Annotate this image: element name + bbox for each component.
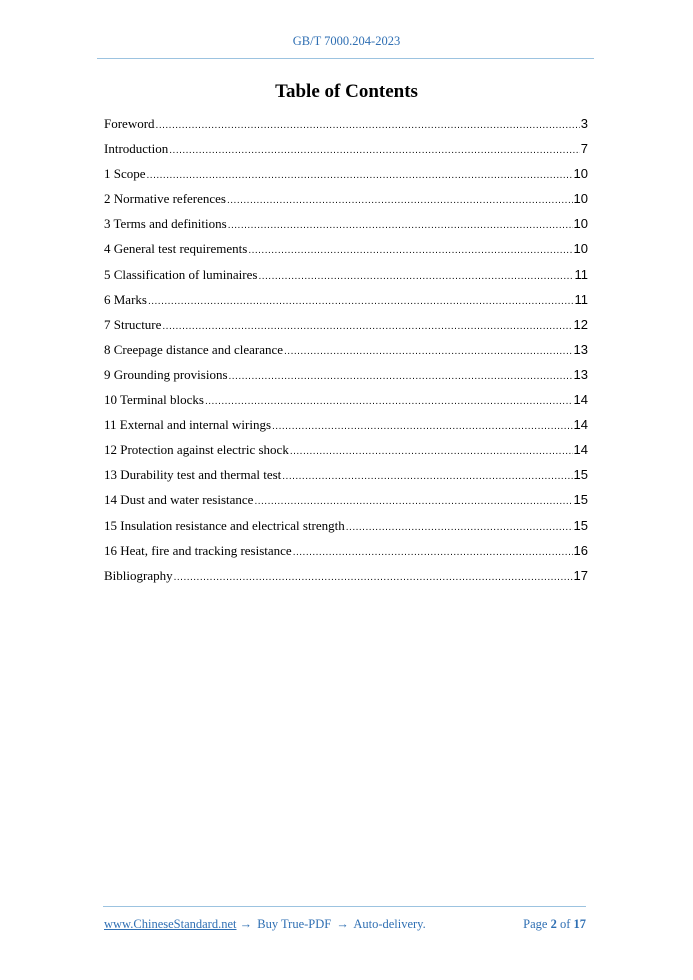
toc-dot-leader [169,145,580,156]
toc-dot-leader [272,421,573,432]
toc-entry[interactable] [104,392,588,417]
page-footer [104,917,586,932]
header-divider [97,58,594,59]
toc-entry[interactable] [104,241,588,266]
toc-entry-title: 8 Creepage distance and clearance [104,341,284,357]
toc-entry-page: 15 [573,492,588,508]
toc-entry-title: Introduction [104,141,169,157]
page-current: 2 [550,917,557,931]
toc-dot-leader [346,522,573,533]
toc-entry-page: 7 [580,141,588,157]
toc-entry-title: 9 Grounding provisions [104,366,228,382]
toc-entry-page: 15 [573,517,588,533]
toc-entry-page: 10 [573,166,588,182]
website-link[interactable]: www.ChineseStandard.net [104,917,237,931]
arrow-icon: → [239,917,253,931]
buy-true-pdf-link[interactable]: Buy True-PDF [257,917,332,931]
toc-entry-page: 13 [573,366,588,382]
toc-dot-leader [258,271,573,282]
toc-entry-page: 10 [573,241,588,257]
toc-entry[interactable] [104,191,588,216]
toc-entry-page: 17 [573,567,588,583]
toc-entry-page: 14 [573,392,588,408]
toc-dot-leader [290,446,573,457]
toc-entry-title: 11 External and internal wirings [104,417,272,433]
toc-entry-title: 16 Heat, fire and tracking resistance [104,542,292,558]
toc-dot-leader [147,170,573,181]
toc-entry-page: 16 [573,542,588,558]
toc-entry[interactable] [104,367,588,392]
footer-divider [103,906,586,907]
toc-dot-leader [248,245,572,256]
page-label: Page [523,917,548,931]
toc-entry-page: 14 [573,417,588,433]
toc-entry-title: Foreword [104,116,155,131]
toc-dot-leader [284,346,573,357]
toc-entry[interactable] [104,568,588,593]
toc-entry[interactable] [104,543,588,568]
toc-entry[interactable] [104,141,588,166]
toc-entry-title: 4 General test requirements [104,241,248,257]
toc-entry-title: 15 Insulation resistance and electrical strength [104,517,345,533]
toc-entry-title: 13 Durability test and thermal test [104,467,282,483]
toc-dot-leader [229,371,573,382]
toc-entry[interactable] [104,442,588,467]
toc-entry-title: Bibliography [104,567,173,583]
toc-dot-leader [227,195,573,206]
toc-dot-leader [156,120,580,131]
toc-entry[interactable] [104,342,588,367]
toc-dot-leader [254,496,572,507]
page-title: Table of Contents [275,81,418,102]
table-of-contents [104,116,588,593]
page-number [523,917,586,932]
toc-dot-leader [205,396,573,407]
toc-entry-page: 13 [573,341,588,357]
toc-dot-leader [293,547,573,558]
toc-entry[interactable] [104,518,588,543]
toc-entry[interactable] [104,417,588,442]
toc-dot-leader [282,471,572,482]
toc-dot-leader [162,321,572,332]
toc-dot-leader [228,220,573,231]
toc-entry[interactable] [104,292,588,317]
toc-entry-page: 11 [574,291,588,307]
toc-entry[interactable] [104,467,588,492]
toc-entry-title: 5 Classification of luminaires [104,266,258,282]
toc-entry-title: 2 Normative references [104,191,226,207]
toc-entry-page: 3 [580,116,588,131]
toc-entry[interactable] [104,116,588,141]
toc-entry[interactable] [104,317,588,342]
arrow-icon: → [336,917,349,931]
footer-links [104,917,428,932]
toc-entry-page: 14 [573,442,588,458]
toc-dot-leader [148,296,574,307]
toc-dot-leader [174,572,573,583]
toc-entry-title: 6 Marks [104,291,147,307]
auto-delivery-text: Auto-delivery. [353,917,426,931]
toc-entry-title: 3 Terms and definitions [104,216,227,232]
toc-entry-page: 15 [573,467,588,483]
page-of: of [559,917,571,931]
toc-entry-title: 12 Protection against electric shock [104,442,289,458]
toc-entry-title: 10 Terminal blocks [104,392,204,408]
toc-entry-page: 10 [573,191,588,207]
toc-entry[interactable] [104,216,588,241]
toc-entry-page: 10 [573,216,588,232]
toc-entry[interactable] [104,492,588,517]
page-total: 17 [573,917,586,931]
page-header: GB/T 7000.204-2023 [292,34,401,48]
toc-entry[interactable] [104,267,588,292]
toc-entry-title: 14 Dust and water resistance [104,492,254,508]
toc-entry-title: 1 Scope [104,166,146,182]
toc-entry[interactable] [104,166,588,191]
toc-entry-title: 7 Structure [104,316,162,332]
toc-entry-page: 11 [574,266,588,282]
toc-entry-page: 12 [573,316,588,332]
